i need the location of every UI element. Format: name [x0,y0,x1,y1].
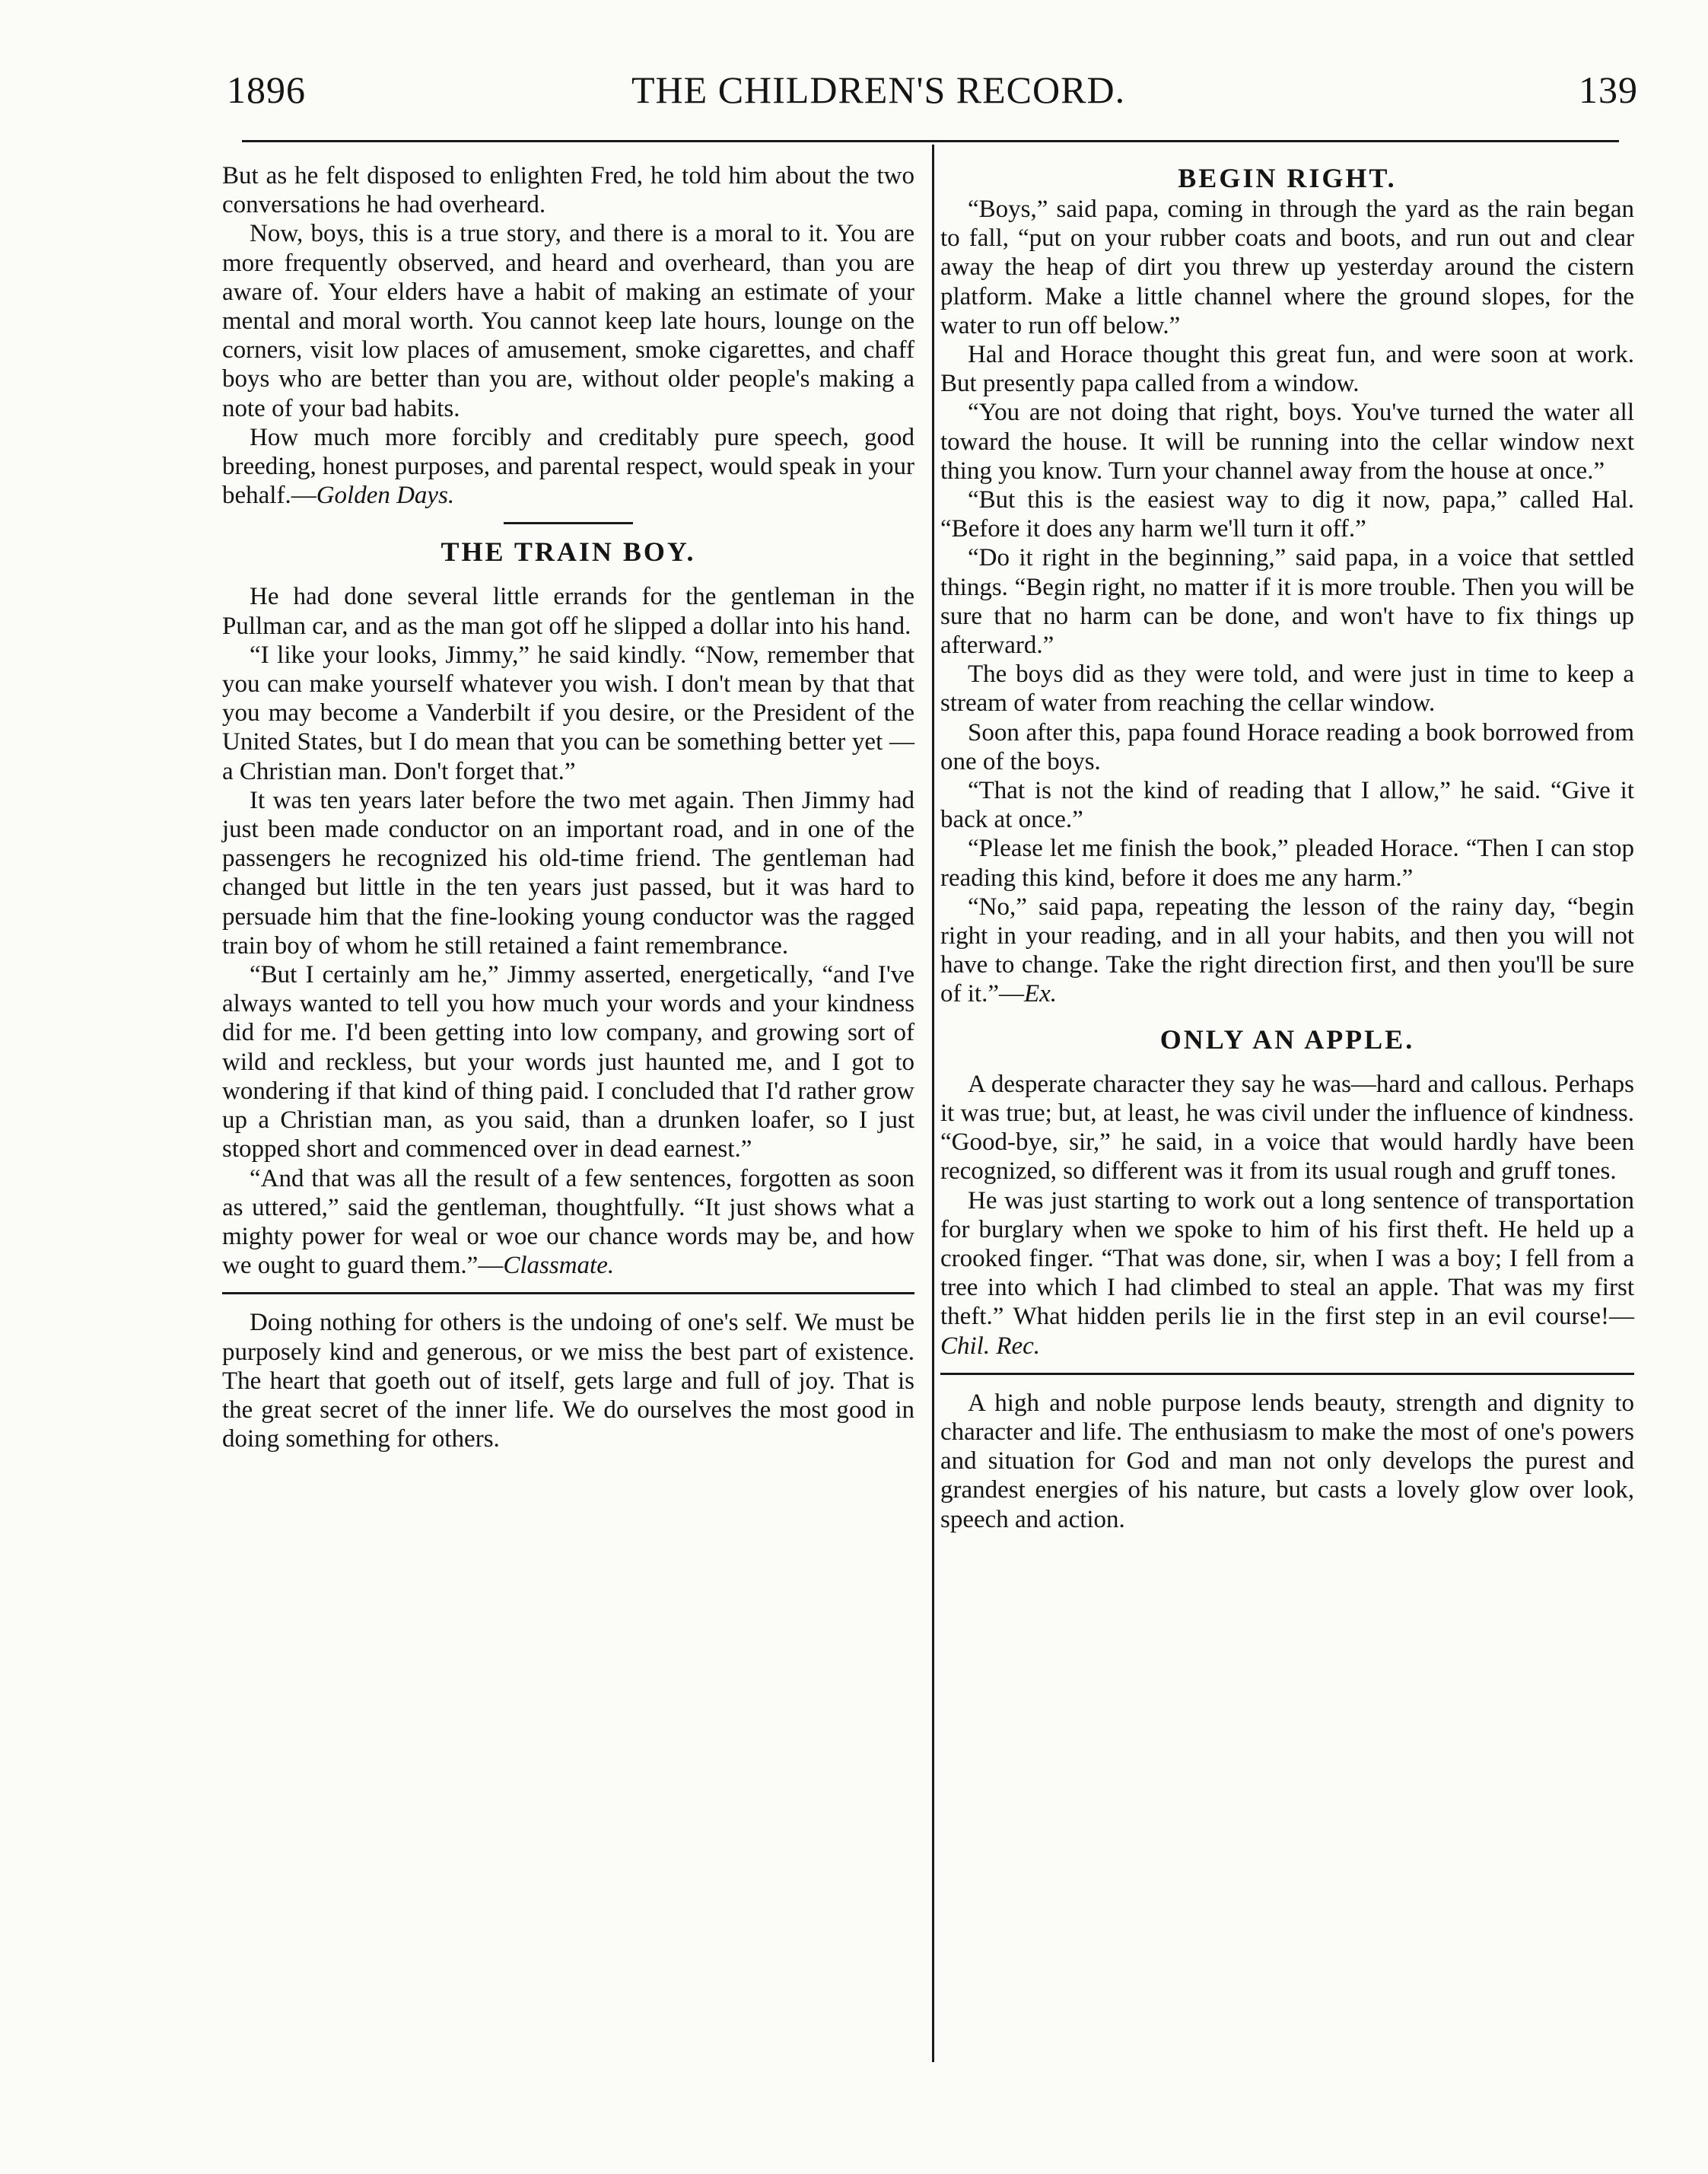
header-rule [242,140,1619,142]
header-page-number: 139 [1579,68,1638,111]
train-boy-paragraph-1: He had done several little errands for the gentleman in the Pullman car, and as the man got off he slipped a dollar into his hand. [222,583,914,640]
left-closing-paragraph: Doing nothing for others is the undoing of one's self. We must be purposely kind and generous, or we miss the best part of existence. The heart that goeth out of itself, gets large and full of joy. That is the great secret of the inner life. We do ourselves the most good in doing something for others. [222,1309,914,1453]
begin-right-paragraph-10-text: “No,” said papa, repeating the lesson of the rainy day, “begin right in your reading, and in all your habits, and then you will not have to change. Take the right direction first, and then you'll be sure of it.”— [940,893,1634,1008]
apple-paragraph-1: A desperate character they say he was—hard and callous. Perhaps it was true; but, at least, he was civil under the influence of kindness. “Good-bye, sir,” he said, in a voice that would hardly have been recognized, so different was it from its usual rough and gruff tones. [940,1070,1634,1186]
apple-paragraph-2 [940,1186,1634,1361]
intro-paragraph-2: Now, boys, this is a true story, and there is a moral to it. You are more frequently observed, and heard and overheard, than you are aware of. Your elders have a habit of making an estimate of your mental and moral worth. You cannot keep late hours, lounge on the corners, visit low places of amusement, smoke cigarettes, and chaff boys who are better than you are, without older people's making a note of your bad habits. [222,220,914,422]
intro-paragraph-1: But as he felt disposed to enlighten Fred, he told him about the two conversations he had overheard. [222,162,914,219]
column-divider [932,145,934,2062]
apple-title: ONLY AN APPLE. [1159,1023,1415,1055]
begin-right-paragraph-5: “Do it right in the beginning,” said papa, in a voice that settled things. “Begin right, no matter if it is more trouble. Then you will be sure that no harm can be done, and won't have to fix things up afterward.” [940,544,1634,660]
begin-right-paragraph-3: “You are not doing that right, boys. You've turned the water all toward the house. It will be running into the cellar window next thing you know. Turn your channel away from the house at once.” [940,399,1634,485]
intro-paragraph-3-text: How much more forcibly and creditably pure speech, good breeding, honest purposes, and parental respect, would speak in your behalf.— [222,423,914,510]
apple-source: Chil. Rec. [940,1332,1041,1360]
train-boy-paragraph-4: “But I certainly am he,” Jimmy asserted, energetically, “and I've always wanted to tell you how much your words and your kindness did for me. I'd been getting into low company, and growing sort of wild and reckless, but your words just haunted me, and I got to wondering if that kind of thing paid. I concluded that I'd rather grow up a Christian man, as you said, than a drunken loafer, so I just stopped short and commenced over in dead earnest.” [222,961,914,1163]
section-rule [504,522,633,524]
intro-paragraph-3 [222,423,914,511]
begin-right-paragraph-4: “But this is the easiest way to dig it now, papa,” called Hal. “Before it does any harm we'll turn it off.” [940,486,1634,543]
begin-right-title: BEGIN RIGHT. [1178,163,1397,193]
begin-right-paragraph-10 [940,893,1634,1009]
closing-rule-right [940,1373,1634,1375]
header-year: 1896 [227,68,306,111]
right-column [940,161,1634,1534]
train-boy-source: Classmate. [503,1252,615,1280]
begin-right-paragraph-9: “Please let me finish the book,” pleaded Horace. “Then I can stop reading this kind, before it does me any harm.” [940,835,1634,892]
begin-right-paragraph-8: “That is not the kind of reading that I allow,” he said. “Give it back at once.” [940,777,1634,834]
intro-source: Golden Days. [316,482,455,510]
train-boy-paragraph-3: It was ten years later before the two met again. Then Jimmy had just been made conductor on an important road, and in one of the passengers he recognized his old-time friend. The gentleman had changed but little in the ten years just passed, but it was hard to persuade him that the fine-looking young conductor was the ragged train boy of whom he still retained a faint remembrance. [222,786,914,960]
train-boy-paragraph-5-text: “And that was all the result of a few sentences, forgotten as soon as uttered,” said the gentleman, thoughtfully. “It just shows what a mighty power for weal or woe our chance words may be, and how we ought to guard them.”— [222,1164,914,1280]
begin-right-paragraph-1: “Boys,” said papa, coming in through the yard as the rain began to fall, “put on your rubber coats and boots, and run out and clear away the heap of dirt you threw up yesterday around the cistern platform. Make a little channel where the ground slopes, for the water to run off below.” [940,196,1634,339]
train-boy-paragraph-2: “I like your looks, Jimmy,” he said kindly. “Now, remember that you can make yourself whatever you wish. I don't mean by that that you may become a Vanderbilt if you desire, or the President of the United States, but I do mean that you can be something better yet — a Christian man. Don't forget that.” [222,641,914,785]
page-header [0,0,1708,152]
begin-right-paragraph-7: Soon after this, papa found Horace reading a book borrowed from one of the boys. [940,718,1634,775]
right-closing-paragraph: A high and noble purpose lends beauty, strength and dignity to character and life. The enthusiasm to make the most of one's powers and situation for God and man not only develops the purest and grandest energies of his nature, but casts a lovely glow over look, speech and action. [940,1389,1634,1533]
section-gap [940,1009,1634,1023]
left-column [222,161,914,1453]
begin-right-paragraph-6: The boys did as they were told, and were just in time to keep a stream of water from reaching the cellar window. [940,660,1634,718]
closing-rule-left [222,1292,914,1294]
title-gap [222,568,914,582]
begin-right-source: Ex. [1023,980,1058,1008]
train-boy-paragraph-5 [222,1164,914,1281]
header-title: THE CHILDREN'S RECORD. [631,68,1126,111]
title-gap [940,1056,1634,1070]
begin-right-paragraph-2: Hal and Horace thought this great fun, and were soon at work. But presently papa called from a window. [940,341,1634,398]
apple-paragraph-2-text: He was just starting to work out a long sentence of transportation for burglary when we spoke to him of his first theft. He held up a crooked finger. “That was done, sir, when I was a boy; I fell from a tree into which I had climbed to steal an apple. That was my first theft.” What hidden perils lie in the first step in an evil course!— [940,1186,1634,1331]
train-boy-title: THE TRAIN BOY. [441,536,696,568]
